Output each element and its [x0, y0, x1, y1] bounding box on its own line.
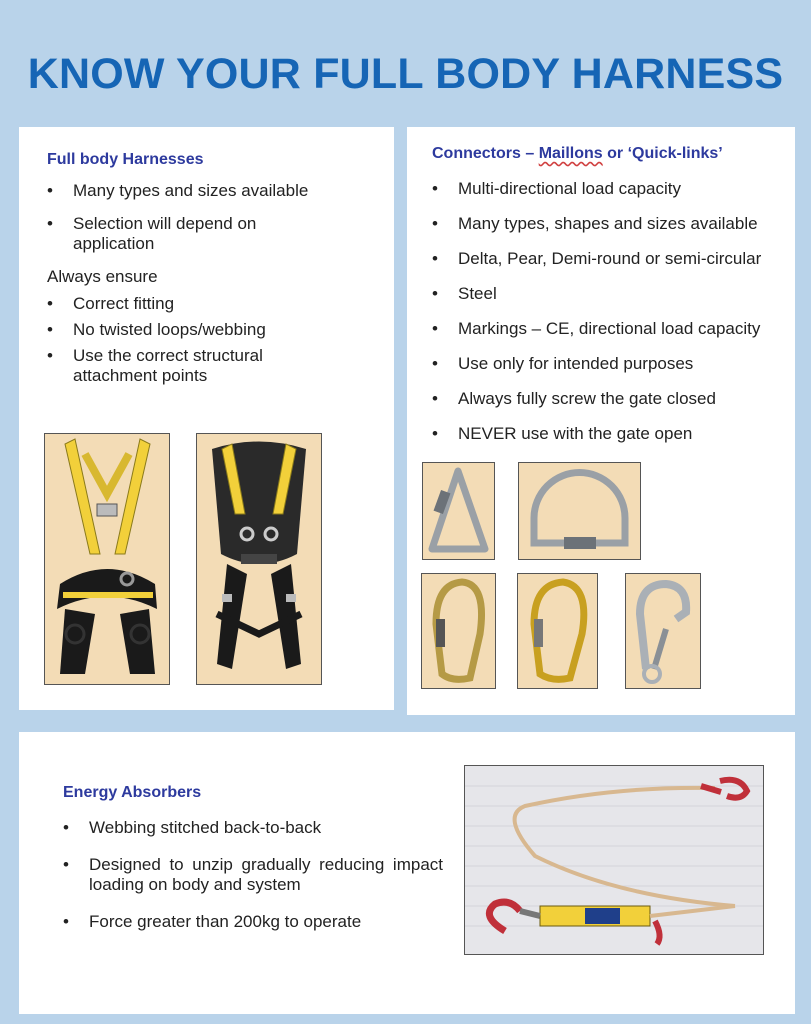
connectors-bullet-4: • Steel: [432, 284, 792, 304]
connectors-bullet-3: • Delta, Pear, Demi-round or semi-circular: [432, 249, 792, 269]
harness-bullet-1: • Many types and sizes available: [47, 181, 377, 201]
harness-heading: Full body Harnesses: [47, 151, 204, 168]
connectors-bullet-7: • Always fully screw the gate closed: [432, 389, 792, 409]
connectors-bullet-2: • Many types, shapes and sizes available: [432, 214, 792, 234]
scaffold-hook-photo: [625, 573, 701, 689]
connectors-heading: [432, 145, 723, 163]
demi-round-maillon-photo: [518, 462, 641, 560]
ensure-bullet-1: • Correct fitting: [47, 294, 347, 314]
connectors-bullet-6: • Use only for intended purposes: [432, 354, 792, 374]
harness-bullet-list: [47, 181, 377, 254]
ensure-bullet-2: • No twisted loops/webbing: [47, 320, 347, 340]
connectors-bullet-5: • Markings – CE, directional load capacity: [432, 319, 792, 339]
harness-photo-front: [44, 433, 170, 685]
harness-bullet-2: • Selection will depend on application: [47, 214, 273, 254]
pear-connector-2-illustration: [518, 574, 597, 688]
connectors-heading-maillons: Maillons: [538, 145, 603, 162]
absorbers-panel: [19, 732, 795, 1014]
ensure-bullet-3: • Use the correct structural attachment points: [47, 346, 293, 386]
connectors-heading-suffix: or ‘Quick-links’: [602, 145, 723, 162]
harness-front-illustration: [45, 434, 169, 684]
absorbers-heading: Energy Absorbers: [63, 784, 202, 801]
delta-maillon-photo: [422, 462, 495, 560]
page-title: KNOW YOUR FULL BODY HARNESS: [27, 50, 784, 98]
always-ensure-label: Always ensure: [47, 267, 158, 286]
energy-absorber-lanyard-photo: [464, 765, 764, 955]
scaffold-hook-illustration: [626, 574, 700, 688]
absorbers-bullet-list: [63, 818, 443, 932]
lanyard-illustration: [465, 766, 763, 954]
connectors-bullet-list: [432, 179, 792, 444]
absorbers-bullet-2: • Designed to unzip gradually reducing impact loading on body and system: [63, 855, 443, 895]
connectors-panel: [407, 127, 795, 715]
harness-back-illustration: [197, 434, 321, 684]
absorbers-bullet-3: • Force greater than 200kg to operate: [63, 912, 443, 932]
harness-panel: [19, 127, 394, 710]
demi-round-maillon-illustration: [519, 463, 640, 559]
delta-maillon-illustration: [423, 463, 494, 559]
pear-connector-1-illustration: [422, 574, 495, 688]
ensure-bullet-list: [47, 294, 347, 386]
connectors-bullet-1: • Multi-directional load capacity: [432, 179, 792, 199]
pear-connector-photo-1: [421, 573, 496, 689]
connectors-heading-prefix: Connectors –: [432, 145, 539, 162]
connectors-bullet-8: • NEVER use with the gate open: [432, 424, 792, 444]
absorbers-bullet-1: • Webbing stitched back-to-back: [63, 818, 443, 838]
harness-photo-back: [196, 433, 322, 685]
pear-connector-photo-2: [517, 573, 598, 689]
